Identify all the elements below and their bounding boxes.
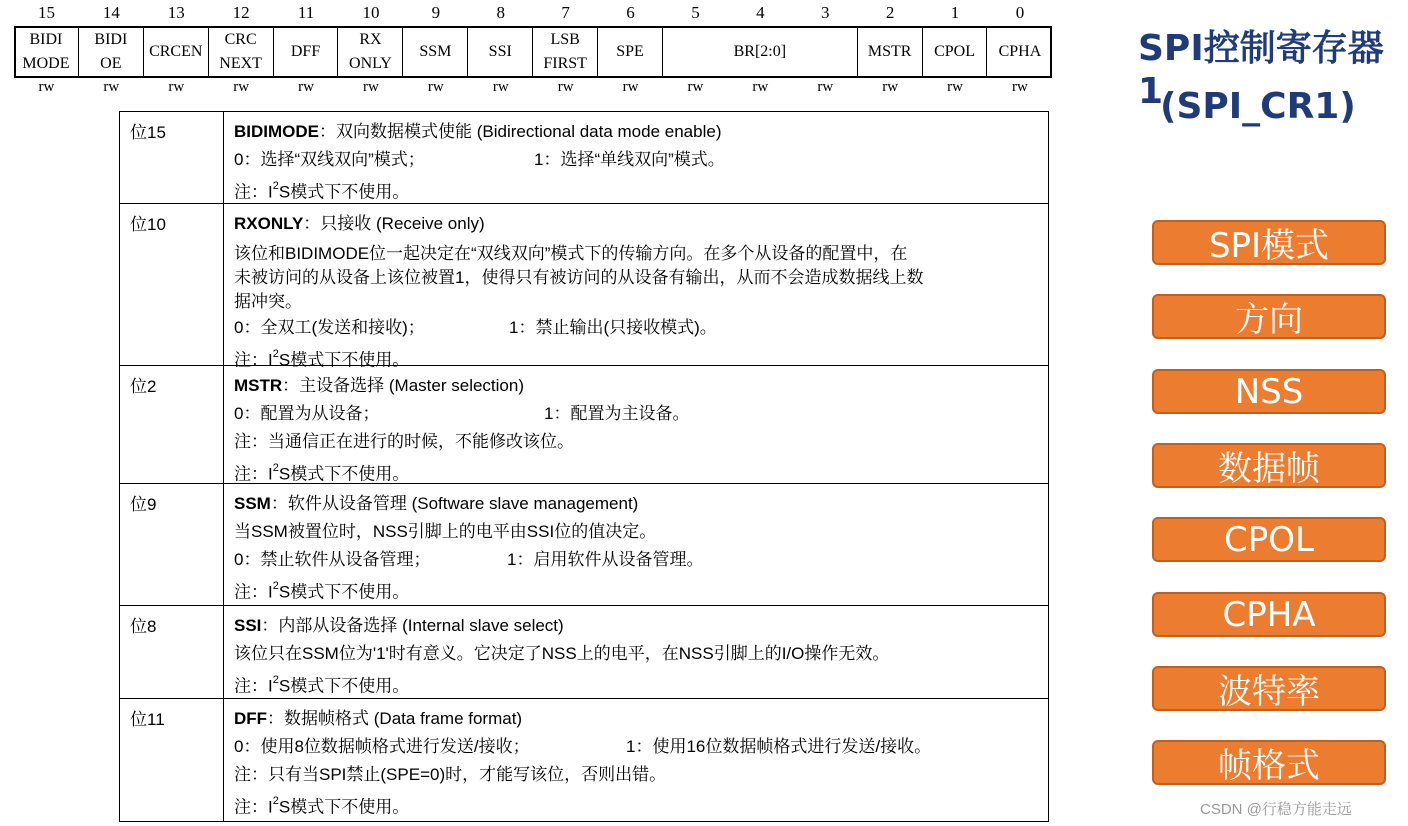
value-options — [234, 146, 1038, 174]
field-title: ：数据帧格式 (Data frame format) — [267, 709, 523, 728]
description-line: 该位只在SSM位为'1'时有意义。它决定了NSS上的电平，在NSS引脚上的I/O操作无效。 — [234, 644, 890, 663]
option-0: 0：配置为从设备； — [234, 404, 380, 423]
field-name: DFF — [234, 709, 268, 728]
access-type: rw — [492, 79, 509, 95]
bit-description — [224, 484, 1048, 605]
bit-position: 位8 — [120, 606, 224, 698]
field-title: ：只接收 (Receive only) — [303, 214, 485, 233]
bit-description-table — [119, 111, 1049, 822]
bit-row — [120, 112, 1048, 204]
bit-number: 1 — [950, 3, 960, 22]
bit-description — [224, 699, 1048, 821]
field-name: SSM — [234, 494, 271, 513]
bit-row — [120, 366, 1048, 484]
access-type: rw — [427, 79, 444, 95]
i2s-note: 注：$I^2S$模式下不使用。 — [234, 580, 410, 602]
i2s-note: 注：$I^2S$模式下不使用。 — [234, 462, 410, 484]
register-field: SSI — [468, 28, 533, 76]
topic-button[interactable]: 波特率 — [1152, 666, 1386, 711]
register-field-row — [14, 26, 1052, 78]
field-name: SSI — [234, 616, 262, 635]
note-line: 注：只有当SPI禁止(SPE=0)时，才能写该位，否则出错。 — [234, 765, 667, 784]
bit-row — [120, 484, 1048, 606]
description-line: 未被访问的从设备上该位被置1，使得只有被访问的从设备有输出，从而不会造成数据线上数 — [234, 268, 924, 287]
i2s-note: 注：$I^2S$模式下不使用。 — [234, 348, 410, 370]
access-type: rw — [168, 79, 185, 95]
option-1: 1：使用16位数据帧格式进行发送/接收。 — [626, 737, 932, 756]
bit-row — [120, 204, 1048, 370]
register-field: SSM — [403, 28, 468, 76]
access-type: rw — [103, 79, 120, 95]
option-1: 1：配置为主设备。 — [544, 404, 690, 423]
register-field: CRC NEXT — [209, 28, 274, 76]
field-title: ：软件从设备管理 (Software slave management) — [270, 494, 639, 513]
watermark: CSDN @行稳方能走远 — [1200, 801, 1352, 818]
field-name: BIDIMODE — [234, 122, 319, 141]
register-field: DFF — [274, 28, 339, 76]
bit-heading — [234, 490, 1038, 518]
value-options — [234, 314, 1038, 342]
register-field: BIDI MODE — [14, 28, 79, 76]
option-0: 0：使用8位数据帧格式进行发送/接收； — [234, 737, 530, 756]
bit-heading — [234, 372, 1038, 400]
bit-position: 位10 — [120, 204, 224, 365]
topic-button[interactable]: 帧格式 — [1152, 740, 1386, 785]
bit-number: 10 — [362, 3, 380, 22]
access-type: rw — [298, 79, 314, 95]
option-0: 0：全双工(发送和接收)； — [234, 318, 425, 337]
option-0: 0：禁止软件从设备管理； — [234, 550, 431, 569]
option-1: 1：选择“单线双向”模式。 — [534, 150, 725, 169]
i2s-note: 注：$I^2S$模式下不使用。 — [234, 795, 410, 817]
bit-number: 7 — [561, 3, 570, 22]
option-1: 1：启用软件从设备管理。 — [507, 550, 704, 569]
field-title: ：主设备选择 (Master selection) — [282, 376, 524, 395]
description-line: 据冲突。 — [234, 292, 302, 311]
register-field: LSB FIRST — [533, 28, 598, 76]
access-type: rw — [233, 79, 250, 95]
bit-description — [224, 204, 1048, 370]
bit-number: 11 — [297, 3, 315, 22]
field-title: ：双向数据模式使能 (Bidirectional data mode enable) — [319, 122, 722, 141]
i2s-note: 注：$I^2S$模式下不使用。 — [234, 180, 410, 202]
bit-description — [224, 366, 1048, 483]
bit-number: 12 — [232, 3, 250, 22]
bit-position: 位15 — [120, 112, 224, 203]
register-layout — [14, 0, 1052, 100]
access-type: rw — [622, 79, 639, 95]
topic-button[interactable]: 数据帧 — [1152, 443, 1386, 488]
access-type: rw — [752, 79, 769, 95]
value-options — [234, 733, 1038, 761]
topic-button[interactable]: CPOL — [1152, 517, 1386, 562]
topic-button[interactable]: CPHA — [1152, 592, 1386, 637]
i2s-note: 注：$I^2S$模式下不使用。 — [234, 674, 410, 696]
bit-number: 9 — [431, 3, 441, 22]
register-field: MSTR — [858, 28, 923, 76]
bit-heading — [234, 612, 1038, 640]
access-type: rw — [947, 79, 963, 95]
topic-button[interactable]: SPI模式 — [1152, 220, 1386, 265]
access-type: rw — [557, 79, 574, 95]
page-subtitle: (SPI_CR1) — [1160, 86, 1356, 127]
access-type: rw — [817, 79, 834, 95]
bit-number: 8 — [496, 3, 505, 22]
register-field: CRCEN — [144, 28, 209, 76]
bit-heading — [234, 210, 1038, 238]
option-1: 1：禁止输出(只接收模式)。 — [509, 318, 717, 337]
bit-heading — [234, 118, 1038, 146]
register-field: BIDI OE — [79, 28, 144, 76]
register-field: SPE — [598, 28, 663, 76]
description-line: 该位和BIDIMODE位一起决定在“双线双向”模式下的传输方向。在多个从设备的配置中，在 — [234, 244, 908, 263]
register-field: CPHA — [998, 43, 1042, 60]
access-type: rw — [38, 79, 55, 95]
bit-number: 4 — [756, 3, 765, 22]
bit-row — [120, 606, 1048, 699]
bit-position: 位11 — [120, 699, 224, 821]
access-type: rw — [687, 79, 704, 95]
option-0: 0：选择“双线双向”模式； — [234, 150, 425, 169]
field-name: RXONLY — [234, 214, 304, 233]
description-line: 当SSM被置位时，NSS引脚上的电平由SSI位的值决定。 — [234, 522, 657, 541]
field-title: ：内部从设备选择 (Internal slave select) — [261, 616, 564, 635]
bit-heading — [234, 705, 1038, 733]
bit-number: 2 — [885, 3, 895, 22]
access-type: rw — [1012, 79, 1028, 95]
topic-button[interactable]: 方向 — [1152, 294, 1386, 339]
bit-number: 5 — [691, 3, 700, 22]
bit-number: 14 — [102, 3, 120, 22]
access-type: rw — [882, 79, 899, 95]
register-field: RX ONLY — [339, 28, 404, 76]
note-line: 注：当通信正在进行的时候，不能修改该位。 — [234, 432, 574, 451]
register-field: CPOL — [923, 28, 988, 76]
access-row — [14, 78, 1052, 100]
bit-number: 15 — [37, 3, 55, 22]
value-options — [234, 400, 1038, 428]
bit-number: 6 — [626, 3, 635, 22]
bit-number-row — [14, 0, 1052, 26]
access-type: rw — [363, 79, 379, 95]
register-field: BR[2:0] — [663, 28, 858, 76]
topic-button[interactable]: NSS — [1152, 369, 1386, 414]
bit-position: 位9 — [120, 484, 224, 605]
bit-description — [224, 606, 1048, 698]
bit-description — [224, 112, 1048, 203]
bit-number: 0 — [1015, 3, 1025, 22]
page-title: SPI控制寄存器1 — [1138, 28, 1384, 112]
bit-number: 3 — [820, 3, 830, 22]
bit-position: 位2 — [120, 366, 224, 483]
value-options — [234, 546, 1038, 574]
field-name: MSTR — [234, 376, 283, 395]
bit-number: 13 — [167, 3, 185, 22]
bit-row — [120, 699, 1048, 821]
